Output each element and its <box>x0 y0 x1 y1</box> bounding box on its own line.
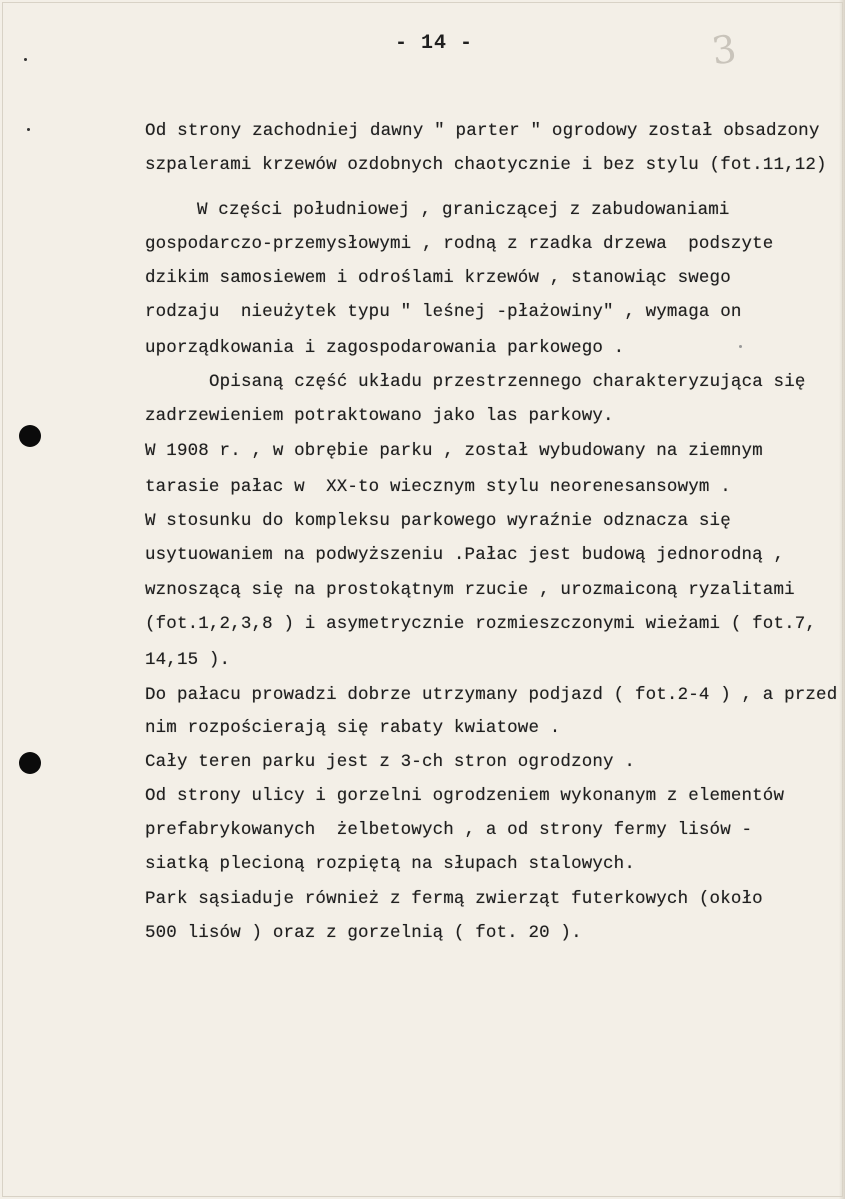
text-line: zadrzewieniem potraktowano jako las parkowy. <box>145 406 614 426</box>
text-line: Cały teren parku jest z 3-ch stron ogrodzony . <box>145 752 635 772</box>
page-number: - 14 - <box>395 32 474 55</box>
text-line: Park sąsiaduje również z fermą zwierząt futerkowych (około <box>145 889 763 909</box>
text-line: nim rozpościerają się rabaty kwiatowe . <box>145 718 561 738</box>
text-line: Opisaną część układu przestrzennego charakteryzująca się <box>209 372 806 392</box>
text-line: wznoszącą się na prostokątnym rzucie , urozmaiconą ryzalitami <box>145 580 795 600</box>
text-line: szpalerami krzewów ozdobnych chaotycznie i bez stylu (fot.11,12) <box>145 155 827 175</box>
text-line: tarasie pałac w XX-to wiecznym stylu neorenesansowym . <box>145 477 731 497</box>
paper-speck <box>739 345 742 348</box>
text-line: Do pałacu prowadzi dobrze utrzymany podjazd ( fot.2-4 ) , a przed <box>145 685 838 705</box>
text-line: 14,15 ). <box>145 650 231 670</box>
text-line: 500 lisów ) oraz z gorzelnią ( fot. 20 ). <box>145 923 582 943</box>
paper-speck <box>24 58 27 61</box>
paper-speck <box>27 128 30 131</box>
text-line: gospodarczo-przemysłowymi , rodną z rzadka drzewa podszyte <box>145 234 774 254</box>
text-line: usytuowaniem na podwyższeniu .Pałac jest budową jednorodną , <box>145 545 785 565</box>
text-line: W 1908 r. , w obrębie parku , został wybudowany na ziemnym <box>145 441 763 461</box>
pencil-annotation: 3 <box>709 26 740 74</box>
text-line: W części południowej , graniczącej z zabudowaniami <box>197 200 730 220</box>
text-line: Od strony zachodniej dawny " parter " ogrodowy został obsadzony <box>145 121 820 141</box>
punch-hole-bottom <box>19 752 41 774</box>
paper-edge-shadow <box>839 0 845 1199</box>
text-line: prefabrykowanych żelbetowych , a od strony fermy lisów - <box>145 820 753 840</box>
text-line: (fot.1,2,3,8 ) i asymetrycznie rozmieszczonymi wieżami ( fot.7, <box>145 614 817 634</box>
text-line: siatką plecioną rozpiętą na słupach stalowych. <box>145 854 635 874</box>
text-line: dzikim samosiewem i odroślami krzewów , stanowiąc swego <box>145 268 731 288</box>
text-line: uporządkowania i zagospodarowania parkowego . <box>145 338 625 358</box>
punch-hole-top <box>19 425 41 447</box>
text-line: Od strony ulicy i gorzelni ogrodzeniem wykonanym z elementów <box>145 786 785 806</box>
text-line: rodzaju nieużytek typu " leśnej -płażowiny" , wymaga on <box>145 302 742 322</box>
text-line: W stosunku do kompleksu parkowego wyraźnie odznacza się <box>145 511 731 531</box>
